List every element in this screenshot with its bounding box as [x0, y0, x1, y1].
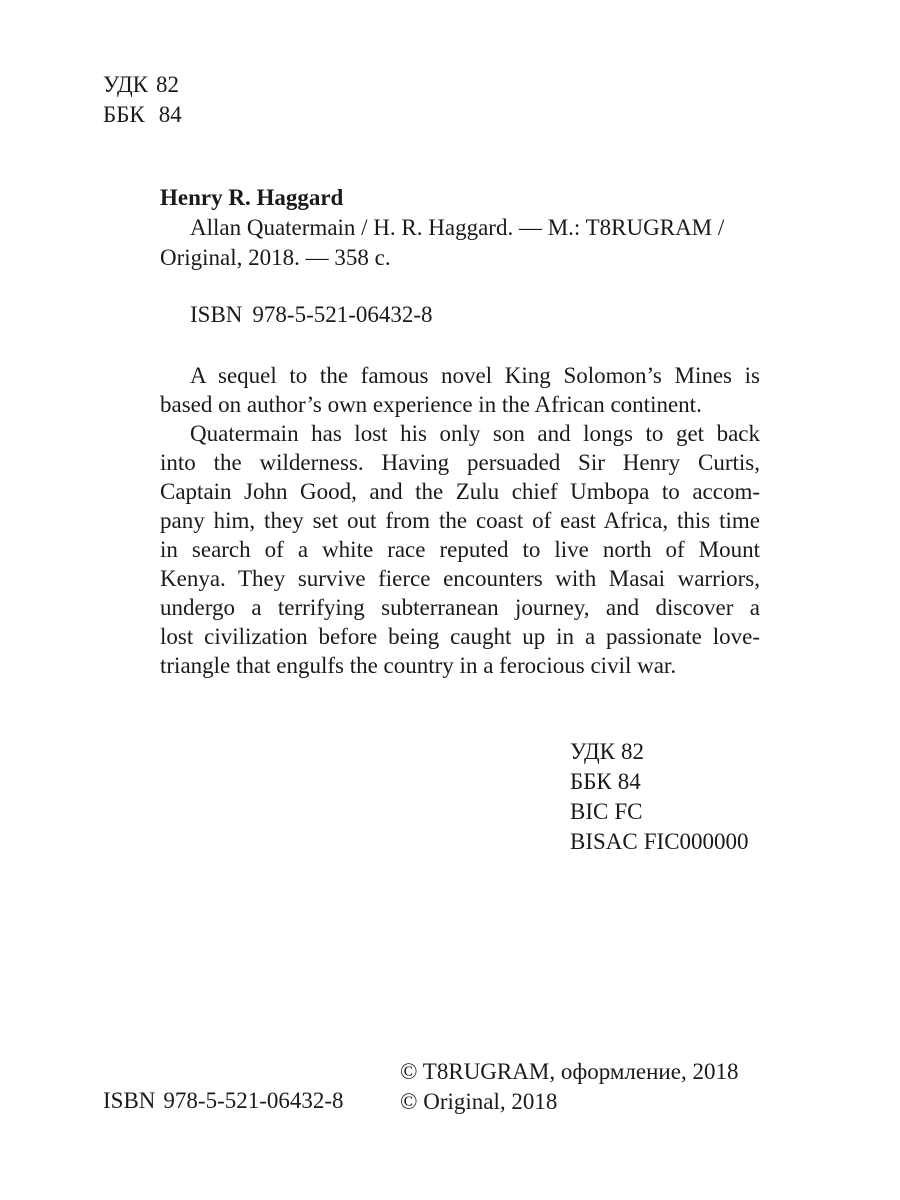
annotation-line: triangle that engulfs the country in a ferocious civil war. [160, 653, 677, 678]
annotation [160, 361, 760, 680]
annotation-line: Quatermain has lost his only son and longs to get back [190, 421, 760, 446]
bbk-code [103, 100, 303, 130]
annotation-line: A sequel to the famous novel King Solomon’s Mines is [190, 363, 760, 388]
footer-isbn [103, 1086, 344, 1116]
udk-code-right [570, 737, 749, 767]
annotation-line: lost civilization before being caught up in a passionate love- [160, 624, 760, 649]
classification-codes-top [103, 70, 303, 130]
bibliographic-entry [160, 183, 760, 273]
udk-value: 82 [156, 72, 179, 97]
author-name: Henry R. Haggard [160, 185, 344, 210]
udk-label: УДК [103, 72, 148, 97]
annotation-paragraph-1 [160, 361, 760, 419]
entry-isbn-value: 978-5-521-06432-8 [252, 302, 433, 327]
bic-label: BIC [570, 799, 609, 824]
annotation-line: undergo a terrifying subterranean journey, and discover a [160, 595, 760, 620]
bbk-label: ББК [103, 102, 145, 127]
annotation-line: in search of a white race reputed to live north of Mount [160, 537, 760, 562]
entry-isbn-label: ISBN [190, 302, 243, 327]
biblio-line-1: Allan Quatermain / H. R. Haggard. — M.: T8RUGRAM / [190, 215, 725, 240]
annotation-line: Captain John Good, and the Zulu chief Umbopa to accom- [160, 479, 760, 504]
bbk-value-right: 84 [617, 769, 641, 794]
copyright-block [400, 1057, 738, 1117]
bic-code [570, 797, 749, 827]
bisac-code [570, 827, 749, 857]
footer-isbn-label: ISBN [103, 1088, 156, 1113]
annotation-line: pany him, they set out from the coast of east Africa, this time [160, 508, 760, 533]
bbk-code-right [570, 767, 749, 797]
copyright-line-design: © T8RUGRAM, оформление, 2018 [400, 1059, 739, 1084]
annotation-line: into the wilderness. Having persuaded Sir Henry Curtis, [160, 450, 760, 475]
entry-isbn [190, 300, 433, 330]
bisac-value: FIC000000 [643, 829, 749, 854]
udk-code [103, 70, 303, 100]
annotation-line: Kenya. They survive fierce encounters with Masai warriors, [160, 566, 760, 591]
biblio-line-2: Original, 2018. — 358 c. [160, 245, 391, 270]
bibliographic-description [160, 213, 760, 273]
bbk-label-right: ББК [570, 769, 612, 794]
annotation-line: based on author’s own experience in the African continent. [160, 392, 702, 417]
bic-value: FC [614, 799, 643, 824]
udk-value-right: 82 [621, 739, 644, 764]
bbk-value: 84 [158, 102, 182, 127]
udk-label-right: УДК [570, 739, 615, 764]
classification-codes-right [570, 737, 749, 857]
annotation-paragraph-2 [160, 419, 760, 680]
footer-isbn-value: 978-5-521-06432-8 [163, 1088, 344, 1113]
bisac-label: BISAC [570, 829, 638, 854]
copyright-line-original: © Original, 2018 [400, 1089, 558, 1114]
